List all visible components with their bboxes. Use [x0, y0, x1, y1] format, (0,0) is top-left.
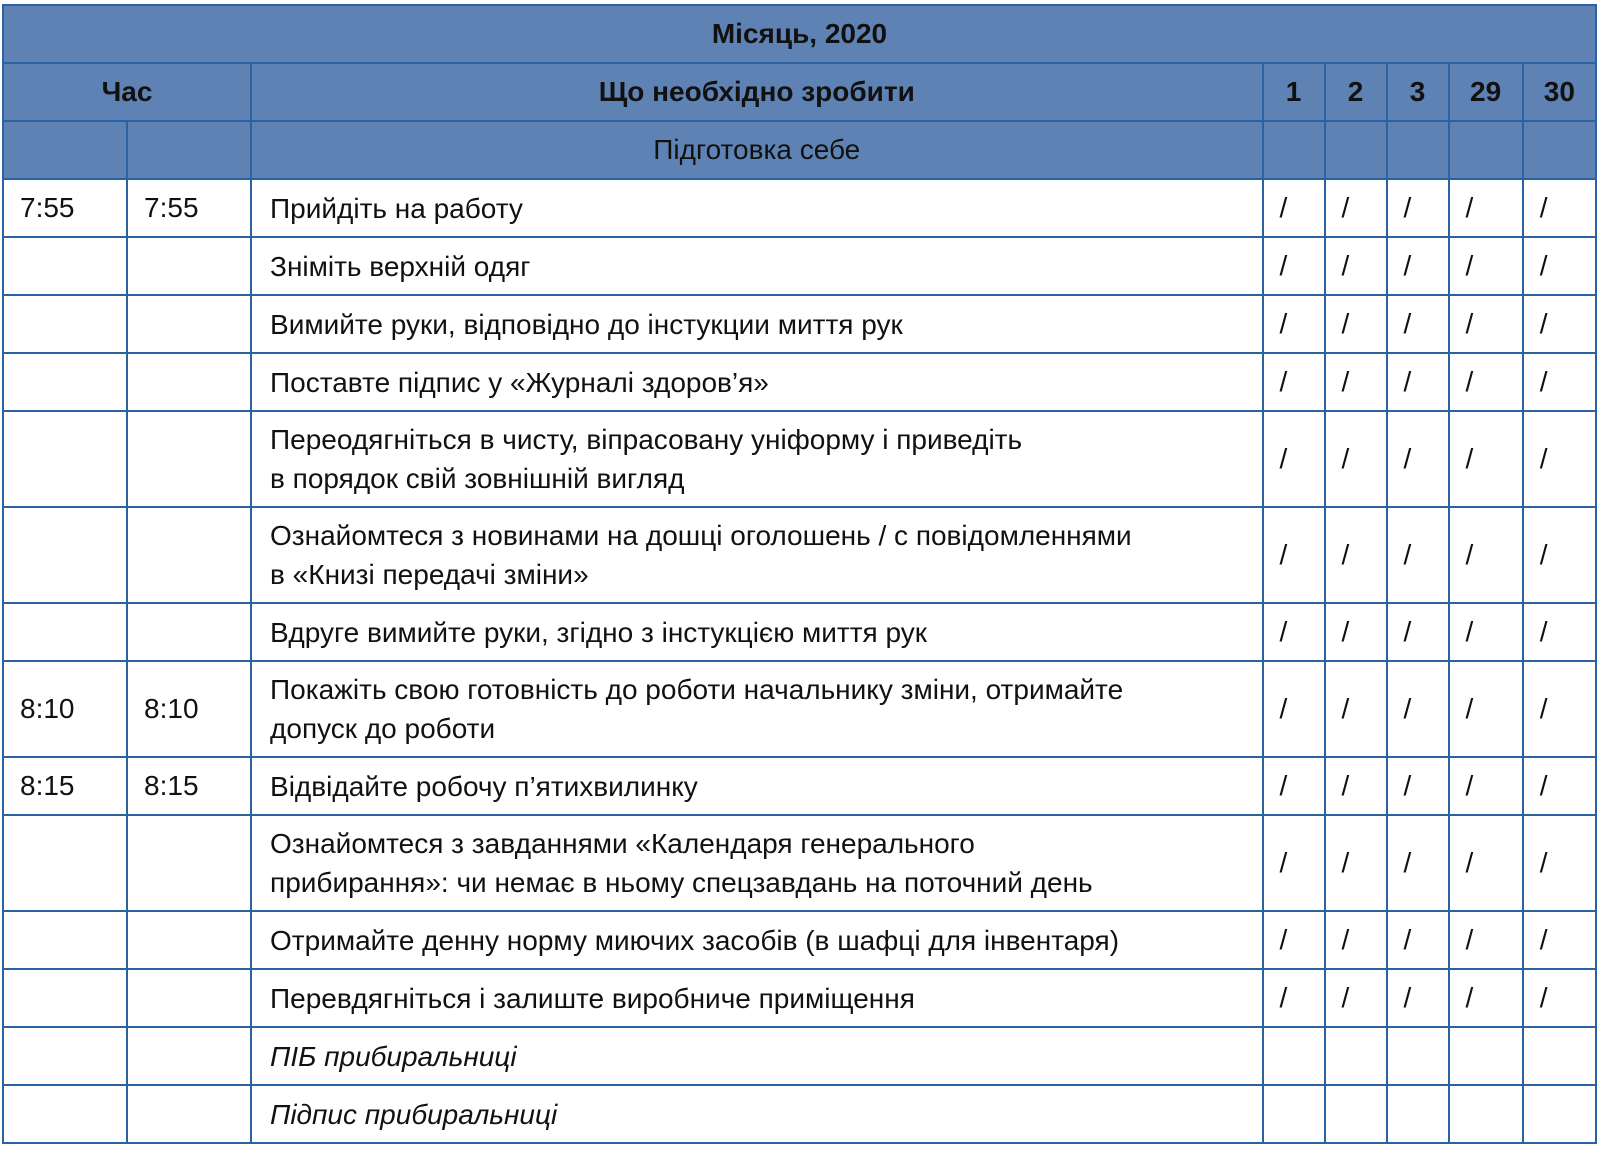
section-day-cell	[1523, 121, 1596, 179]
day-mark-cell: /	[1523, 603, 1596, 661]
time-cell: 7:55	[127, 179, 251, 237]
section-day-cell	[1263, 121, 1325, 179]
table-row	[3, 969, 1596, 1027]
day-mark-cell: /	[1523, 661, 1596, 757]
day-mark-cell	[1449, 1027, 1523, 1085]
task-cell: Вдруге вимийте руки, згідно з інстукцією миття рук	[251, 603, 1262, 661]
day-mark-cell: /	[1325, 179, 1387, 237]
day-mark-cell: /	[1387, 603, 1449, 661]
time-cell	[3, 237, 127, 295]
day-mark-cell: /	[1449, 507, 1523, 603]
day-mark-cell: /	[1325, 603, 1387, 661]
day-mark-cell: /	[1387, 237, 1449, 295]
table-row	[3, 1027, 1596, 1085]
day-mark-cell: /	[1263, 237, 1325, 295]
time-cell	[127, 411, 251, 507]
table-row	[3, 911, 1596, 969]
table-row	[3, 237, 1596, 295]
day-mark-cell: /	[1387, 295, 1449, 353]
task-line: Покажіть свою готовність до роботи начальнику зміни, отримайте	[270, 674, 1124, 705]
day-mark-cell: /	[1325, 661, 1387, 757]
time-cell	[127, 815, 251, 911]
time-cell	[127, 911, 251, 969]
day-mark-cell: /	[1387, 969, 1449, 1027]
table-row	[3, 295, 1596, 353]
day-mark-cell: /	[1263, 353, 1325, 411]
table-row	[3, 179, 1596, 237]
task-cell: Зніміть верхній одяг	[251, 237, 1262, 295]
day-column-header: 30	[1523, 63, 1596, 121]
day-column-header: 1	[1263, 63, 1325, 121]
table-row	[3, 815, 1596, 911]
time-cell	[3, 603, 127, 661]
day-mark-cell: /	[1263, 815, 1325, 911]
day-mark-cell: /	[1387, 411, 1449, 507]
task-cell: Поставте підпис у «Журналі здоров’я»	[251, 353, 1262, 411]
day-mark-cell: /	[1387, 815, 1449, 911]
day-mark-cell: /	[1387, 353, 1449, 411]
month-header-row	[3, 5, 1596, 63]
section-time-cell	[127, 121, 251, 179]
time-cell	[3, 295, 127, 353]
time-cell	[127, 1085, 251, 1143]
day-mark-cell: /	[1387, 507, 1449, 603]
task-column-header: Що необхідно зробити	[251, 63, 1262, 121]
day-mark-cell: /	[1325, 411, 1387, 507]
section-day-cell	[1387, 121, 1449, 179]
day-mark-cell	[1263, 1085, 1325, 1143]
day-mark-cell: /	[1325, 295, 1387, 353]
time-cell	[127, 969, 251, 1027]
day-mark-cell: /	[1523, 237, 1596, 295]
task-cell: Підпис прибиральниці	[251, 1085, 1262, 1143]
time-cell: 8:15	[3, 757, 127, 815]
day-mark-cell: /	[1325, 757, 1387, 815]
day-mark-cell: /	[1263, 969, 1325, 1027]
section-day-cell	[1325, 121, 1387, 179]
day-mark-cell	[1387, 1085, 1449, 1143]
month-title: Місяць, 2020	[3, 5, 1596, 63]
time-column-header: Час	[3, 63, 251, 121]
section-header-row	[3, 121, 1596, 179]
time-cell: 8:10	[127, 661, 251, 757]
day-mark-cell: /	[1449, 295, 1523, 353]
day-mark-cell	[1449, 1085, 1523, 1143]
task-cell: Перевдягніться і залиште виробниче приміщення	[251, 969, 1262, 1027]
task-rows	[3, 179, 1596, 1143]
day-mark-cell: /	[1449, 661, 1523, 757]
day-mark-cell	[1523, 1085, 1596, 1143]
time-cell	[3, 969, 127, 1027]
time-cell	[127, 237, 251, 295]
day-mark-cell	[1325, 1085, 1387, 1143]
time-cell	[3, 1027, 127, 1085]
table-row	[3, 661, 1596, 757]
section-title: Підготовка себе	[251, 121, 1262, 179]
time-cell	[3, 507, 127, 603]
day-mark-cell: /	[1523, 911, 1596, 969]
day-mark-cell: /	[1325, 507, 1387, 603]
day-mark-cell: /	[1263, 507, 1325, 603]
day-mark-cell: /	[1325, 969, 1387, 1027]
day-mark-cell: /	[1449, 179, 1523, 237]
time-cell: 7:55	[3, 179, 127, 237]
day-mark-cell: /	[1325, 911, 1387, 969]
day-mark-cell: /	[1387, 757, 1449, 815]
day-mark-cell: /	[1449, 911, 1523, 969]
day-mark-cell: /	[1523, 179, 1596, 237]
task-line: Ознайомтеся з завданнями «Календаря генерального	[270, 828, 975, 859]
column-header-row	[3, 63, 1596, 121]
day-mark-cell: /	[1263, 295, 1325, 353]
time-cell	[127, 353, 251, 411]
day-mark-cell: /	[1523, 295, 1596, 353]
day-mark-cell: /	[1263, 661, 1325, 757]
time-cell	[3, 911, 127, 969]
time-cell	[127, 507, 251, 603]
task-line: Переодягніться в чисту, віпрасовану уніформу і приведіть	[270, 424, 1023, 455]
time-cell	[3, 1085, 127, 1143]
day-mark-cell: /	[1263, 179, 1325, 237]
day-mark-cell: /	[1449, 411, 1523, 507]
time-cell: 8:15	[127, 757, 251, 815]
day-mark-cell: /	[1449, 603, 1523, 661]
table-row	[3, 353, 1596, 411]
day-mark-cell: /	[1263, 411, 1325, 507]
day-mark-cell: /	[1387, 911, 1449, 969]
day-mark-cell	[1523, 1027, 1596, 1085]
day-mark-cell: /	[1263, 911, 1325, 969]
day-column-header: 3	[1387, 63, 1449, 121]
day-mark-cell	[1325, 1027, 1387, 1085]
task-cell	[251, 411, 1262, 507]
day-mark-cell: /	[1387, 661, 1449, 757]
task-cell	[251, 661, 1262, 757]
table-row	[3, 757, 1596, 815]
day-mark-cell: /	[1449, 815, 1523, 911]
table-row	[3, 411, 1596, 507]
day-mark-cell: /	[1325, 815, 1387, 911]
day-mark-cell: /	[1449, 757, 1523, 815]
task-line: в порядок свій зовнішній вигляд	[270, 463, 685, 494]
task-cell	[251, 815, 1262, 911]
task-line: Ознайомтеся з новинами на дошці оголошень / с повідомленнями	[270, 520, 1132, 551]
task-cell: Відвідайте робочу п’ятихвилинку	[251, 757, 1262, 815]
day-mark-cell: /	[1449, 237, 1523, 295]
task-line: в «Книзі передачі зміни»	[270, 559, 589, 590]
section-time-cell	[3, 121, 127, 179]
task-cell: Прийдіть на работу	[251, 179, 1262, 237]
day-mark-cell: /	[1325, 353, 1387, 411]
time-cell	[127, 603, 251, 661]
day-mark-cell: /	[1387, 179, 1449, 237]
day-mark-cell: /	[1523, 757, 1596, 815]
schedule-table	[2, 4, 1597, 1144]
day-mark-cell: /	[1523, 507, 1596, 603]
day-column-header: 2	[1325, 63, 1387, 121]
day-mark-cell: /	[1523, 969, 1596, 1027]
time-cell: 8:10	[3, 661, 127, 757]
time-cell	[3, 353, 127, 411]
task-cell: ПІБ прибиральниці	[251, 1027, 1262, 1085]
time-cell	[127, 295, 251, 353]
day-mark-cell	[1387, 1027, 1449, 1085]
day-mark-cell: /	[1523, 815, 1596, 911]
task-cell: Отримайте денну норму миючих засобів (в шафці для інвентаря)	[251, 911, 1262, 969]
day-mark-cell	[1263, 1027, 1325, 1085]
task-cell: Вимийте руки, відповідно до інстукции миття рук	[251, 295, 1262, 353]
time-cell	[3, 815, 127, 911]
day-mark-cell: /	[1449, 353, 1523, 411]
day-mark-cell: /	[1325, 237, 1387, 295]
time-cell	[3, 411, 127, 507]
day-mark-cell: /	[1449, 969, 1523, 1027]
table-row	[3, 507, 1596, 603]
section-day-cell	[1449, 121, 1523, 179]
task-line: прибирання»: чи немає в ньому спецзавдань на поточний день	[270, 867, 1093, 898]
day-mark-cell: /	[1523, 353, 1596, 411]
day-column-header: 29	[1449, 63, 1523, 121]
day-mark-cell: /	[1523, 411, 1596, 507]
day-mark-cell: /	[1263, 603, 1325, 661]
table-row	[3, 1085, 1596, 1143]
task-cell	[251, 507, 1262, 603]
table-row	[3, 603, 1596, 661]
day-mark-cell: /	[1263, 757, 1325, 815]
time-cell	[127, 1027, 251, 1085]
task-line: допуск до роботи	[270, 713, 496, 744]
